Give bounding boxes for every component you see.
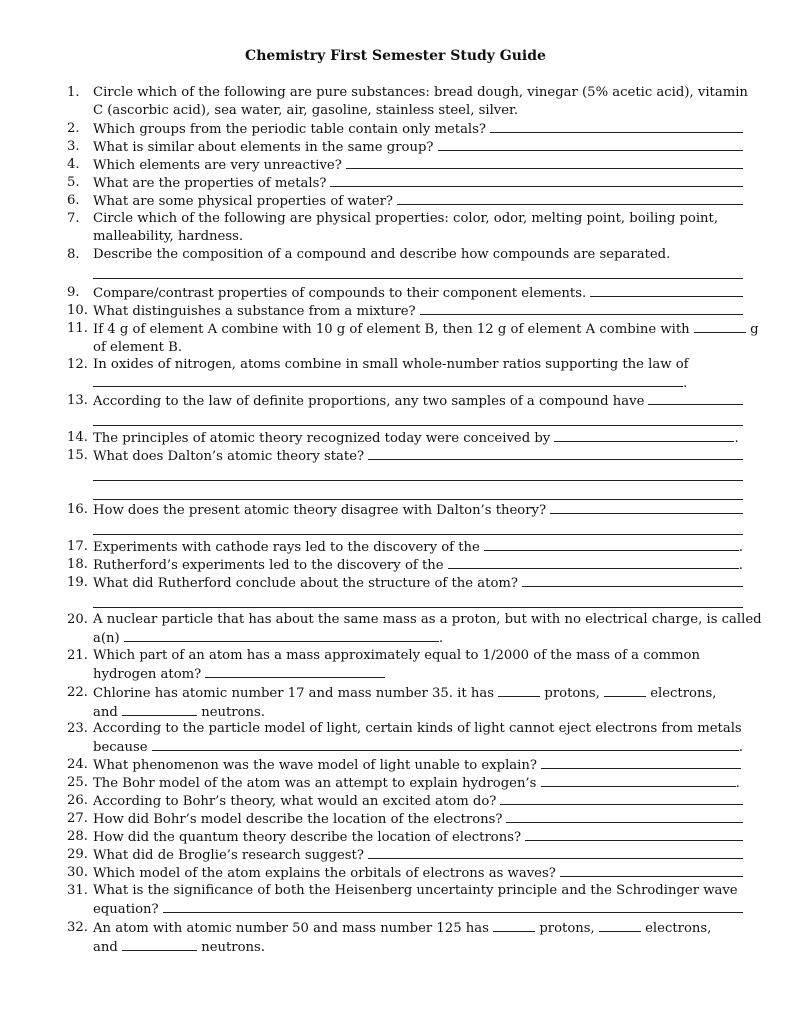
answer-blank[interactable] [368,447,743,460]
question-text: protons, [539,921,595,936]
question-number: 4. [67,157,80,172]
answer-blank[interactable] [93,595,743,608]
question-number: 27. [67,811,88,826]
answer-blank[interactable] [694,320,746,333]
question-22 [67,684,743,722]
answer-blank[interactable] [522,574,743,587]
question-text: Circle which of the following are physical properties: color, odor, melting point, boiling point, [93,211,719,226]
answer-blank[interactable] [420,302,743,315]
question-text: Circle which of the following are pure substances: bread dough, vinegar (5% acetic acid), vitamin [93,85,748,100]
answer-blank[interactable] [124,629,439,642]
question-text: The principles of atomic theory recognized today were conceived by [93,431,551,446]
question-text: According to Bohr’s theory, what would an excited atom do? [93,794,497,809]
question-1 [67,84,748,120]
question-text: What does Dalton’s atomic theory state? [93,449,365,464]
answer-blank[interactable] [330,174,743,187]
answer-blank[interactable] [448,556,739,569]
question-number: 15. [67,448,88,463]
question-23: 23. According to the particle model of light, certain kinds of light cannot eject electrons from metals because . [67,721,743,755]
question-text: What are the properties of metals? [93,176,327,191]
question-9 [67,284,743,303]
question-21 [67,647,743,684]
question-number: 9. [67,285,80,300]
question-18: 18. Rutherford’s experiments led to the discovery of the . [67,557,743,573]
answer-blank[interactable] [438,138,744,151]
question-text: The Bohr model of the atom was an attempt to explain hydrogen’s [93,776,537,791]
question-text: a(n) [93,631,120,646]
question-text: electrons, [650,686,717,701]
answer-blank[interactable] [205,665,385,678]
answer-blank[interactable] [122,938,197,951]
answer-blank[interactable] [498,684,540,697]
question-text: Rutherford’s experiments led to the discovery of the [93,558,444,573]
question-number: 32. [67,920,88,935]
answer-blank[interactable] [590,284,743,297]
question-number: 22. [67,685,88,700]
question-text: neutrons. [201,940,266,955]
question-number: 23. [67,721,88,736]
question-text: neutrons. [201,705,266,720]
answer-blank[interactable] [163,900,743,913]
question-12: 12. In oxides of nitrogen, atoms combine in small whole-number ratios supporting the law of . [93,356,743,393]
question-13 [67,392,743,426]
answer-blank[interactable] [525,828,743,841]
answer-blank[interactable] [493,919,535,932]
question-number: 25. [67,775,88,790]
question-text: A nuclear particle that has about the same mass as a proton, but with no electrical charge, is called [93,612,762,627]
question-11 [67,320,759,357]
question-number: 18. [67,557,88,572]
question-text: How did the quantum theory describe the location of electrons? [93,830,522,845]
question-10 [67,302,743,321]
question-number: 19. [67,575,88,590]
question-6 [67,192,743,211]
question-text: According to the law of definite proportions, any two samples of a compound have [93,394,645,409]
page-title: Chemistry First Semester Study Guide [245,48,546,64]
answer-blank[interactable] [93,266,743,279]
question-text: An atom with atomic number 50 and mass number 125 has [93,921,489,936]
answer-blank[interactable] [648,392,743,405]
question-text: Compare/contrast properties of compounds to their component elements. [93,286,587,301]
question-number: 31. [67,883,88,898]
question-text: If 4 g of element A combine with 10 g of element B, then 12 g of element A combine with [93,322,690,337]
question-text: Experiments with cathode rays led to the discovery of the [93,540,480,555]
answer-blank[interactable] [93,522,743,535]
question-text: According to the particle model of light, certain kinds of light cannot eject electrons from metals [93,721,742,736]
question-number: 8. [67,247,80,262]
question-number: 2. [67,121,80,136]
answer-blank[interactable] [490,120,743,133]
answer-blank[interactable] [554,429,734,442]
question-number: 11. [67,321,88,336]
question-text: of element B. [93,340,183,355]
question-30 [67,864,743,883]
question-number: 17. [67,539,88,554]
answer-blank[interactable] [122,703,197,716]
question-14: 14. The principles of atomic theory recognized today were conceived by . [67,430,739,446]
question-4 [67,156,743,175]
question-text: How did Bohr’s model describe the location of the electrons? [93,812,503,827]
question-number: 5. [67,175,80,190]
question-text: What distinguishes a substance from a mixture? [93,304,416,319]
question-26 [67,792,743,811]
question-number: 28. [67,829,88,844]
question-text: What did Rutherford conclude about the structure of the atom? [93,576,518,591]
question-number: 20. [67,612,88,627]
question-text: and [93,940,118,955]
question-5 [67,174,743,193]
question-29 [67,846,743,865]
question-number: 7. [67,211,80,226]
question-text: What are some physical properties of water? [93,194,393,209]
question-text: g [750,322,759,337]
answer-blank[interactable] [604,684,646,697]
question-number: 24. [67,757,88,772]
answer-blank[interactable] [93,487,743,500]
question-20: 20. A nuclear particle that has about the same mass as a proton, but with no electrical charge, is called a(n) . [67,612,762,646]
question-text: hydrogen atom? [93,667,202,682]
question-text: Which groups from the periodic table contain only metals? [93,122,486,137]
question-8 [67,246,743,279]
question-text: C (ascorbic acid), sea water, air, gasoline, stainless steel, silver. [93,103,519,118]
question-32 [67,919,743,957]
question-2 [67,120,743,139]
question-number: 3. [67,139,80,154]
answer-blank[interactable] [93,413,743,426]
question-27 [67,810,743,829]
answer-blank[interactable] [93,468,743,481]
question-text: Which part of an atom has a mass approximately equal to 1/2000 of the mass of a common [93,648,700,663]
question-24 [67,756,743,775]
question-text: Chlorine has atomic number 17 and mass number 35. it has [93,686,494,701]
question-number: 12. [67,357,88,372]
question-25: 25. The Bohr model of the atom was an attempt to explain hydrogen’s . [67,775,740,791]
question-3 [67,138,743,157]
question-15 [67,447,743,500]
question-number: 29. [67,847,88,862]
question-number: 10. [67,303,88,318]
question-text: Describe the composition of a compound and describe how compounds are separated. [93,247,671,262]
question-number: 14. [67,430,88,445]
answer-blank[interactable] [560,864,743,877]
question-16 [67,501,743,535]
question-text: electrons, [645,921,712,936]
question-number: 6. [67,193,80,208]
answer-blank[interactable] [500,792,743,805]
answer-blank[interactable] [368,846,743,859]
question-text: Which elements are very unreactive? [93,158,342,173]
question-number: 21. [67,648,88,663]
question-7 [67,210,743,246]
answer-blank[interactable] [550,501,743,514]
question-text: What is the significance of both the Heisenberg uncertainty principle and the Schrodinger wave [93,883,738,898]
question-31 [67,882,743,919]
answer-blank[interactable] [93,374,683,387]
question-text: and [93,705,118,720]
question-number: 1. [67,85,80,100]
question-number: 26. [67,793,88,808]
question-19 [67,574,743,608]
answer-blank[interactable] [484,538,739,551]
question-28 [67,828,743,847]
answer-blank[interactable] [541,756,741,769]
question-17: 17. Experiments with cathode rays led to the discovery of the . [67,539,743,555]
question-text: because [93,740,148,755]
question-text: How does the present atomic theory disagree with Dalton’s theory? [93,503,547,518]
answer-blank[interactable] [599,919,641,932]
question-text: protons, [544,686,600,701]
answer-blank[interactable] [541,774,736,787]
answer-blank[interactable] [397,192,743,205]
question-number: 16. [67,502,88,517]
question-text: equation? [93,902,159,917]
answer-blank[interactable] [152,738,739,751]
question-text: malleability, hardness. [93,229,244,244]
answer-blank[interactable] [346,156,743,169]
question-number: 30. [67,865,88,880]
question-text: What did de Broglie’s research suggest? [93,848,364,863]
question-number: 13. [67,393,88,408]
question-text: In oxides of nitrogen, atoms combine in small whole-number ratios supporting the law of [93,357,689,372]
question-text: What phenomenon was the wave model of light unable to explain? [93,758,537,773]
question-text: What is similar about elements in the same group? [93,140,434,155]
answer-blank[interactable] [506,810,743,823]
question-text: Which model of the atom explains the orbitals of electrons as waves? [93,866,556,881]
